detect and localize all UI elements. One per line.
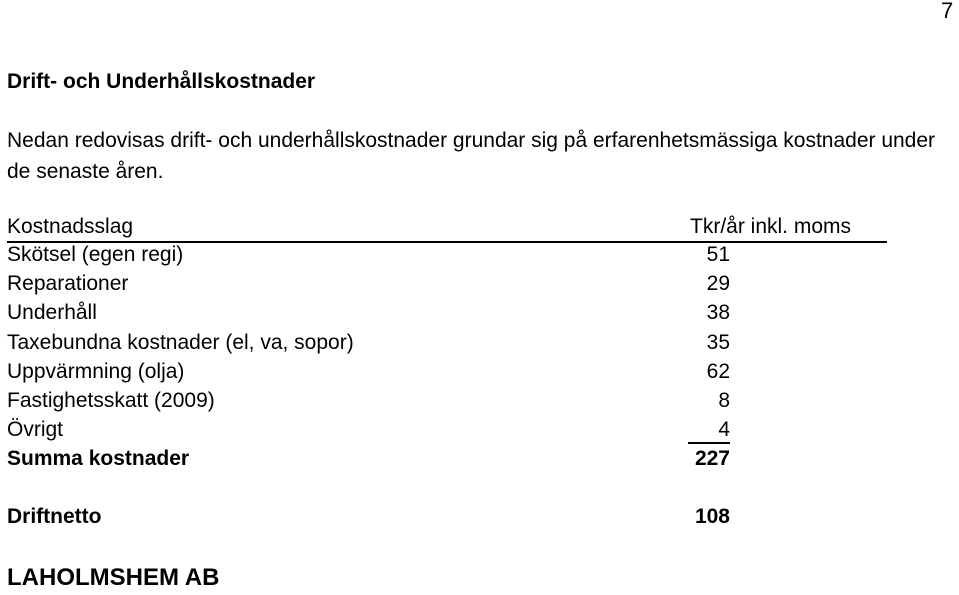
- row-label: Skötsel (egen regi): [7, 243, 184, 266]
- row-value-underlined: 4: [688, 418, 730, 444]
- table-row: [7, 389, 887, 418]
- cost-table-header: [7, 215, 887, 243]
- row-value: 51: [706, 243, 730, 266]
- page-number: 7: [941, 0, 954, 23]
- row-value: 35: [706, 331, 730, 354]
- row-label: Taxebundna kostnader (el, va, sopor): [7, 331, 354, 354]
- company-name: LAHOLMSHEM AB: [7, 564, 220, 591]
- row-value: 62: [706, 360, 730, 383]
- table-row: [7, 331, 887, 360]
- net-value: 108: [694, 505, 730, 528]
- row-value: 29: [706, 272, 730, 295]
- table-row: [7, 360, 887, 389]
- section-title: Drift- och Underhållskostnader: [7, 70, 316, 93]
- net-row: [7, 505, 887, 534]
- net-label: Driftnetto: [7, 505, 102, 528]
- total-label: Summa kostnader: [7, 447, 190, 470]
- total-value: 227: [694, 447, 730, 470]
- row-label: Reparationer: [7, 272, 129, 295]
- column-header-cost-type: Kostnadsslag: [7, 215, 134, 238]
- table-row: [7, 243, 887, 272]
- table-row: [7, 301, 887, 330]
- total-row: [7, 447, 887, 476]
- column-header-unit: Tkr/år inkl. moms: [690, 215, 852, 238]
- row-value: 8: [718, 389, 730, 412]
- row-value: 38: [706, 301, 730, 324]
- row-label: Övrigt: [7, 418, 64, 441]
- row-label: Uppvärmning (olja): [7, 360, 185, 383]
- row-label: Fastighetsskatt (2009): [7, 389, 215, 412]
- row-label: Underhåll: [7, 301, 97, 324]
- intro-paragraph: Nedan redovisas drift- och underhållskostnader grundar sig på erfarenhetsmässiga kostnader under de senaste åren.: [7, 129, 936, 183]
- table-row: [7, 418, 887, 447]
- table-row: [7, 272, 887, 301]
